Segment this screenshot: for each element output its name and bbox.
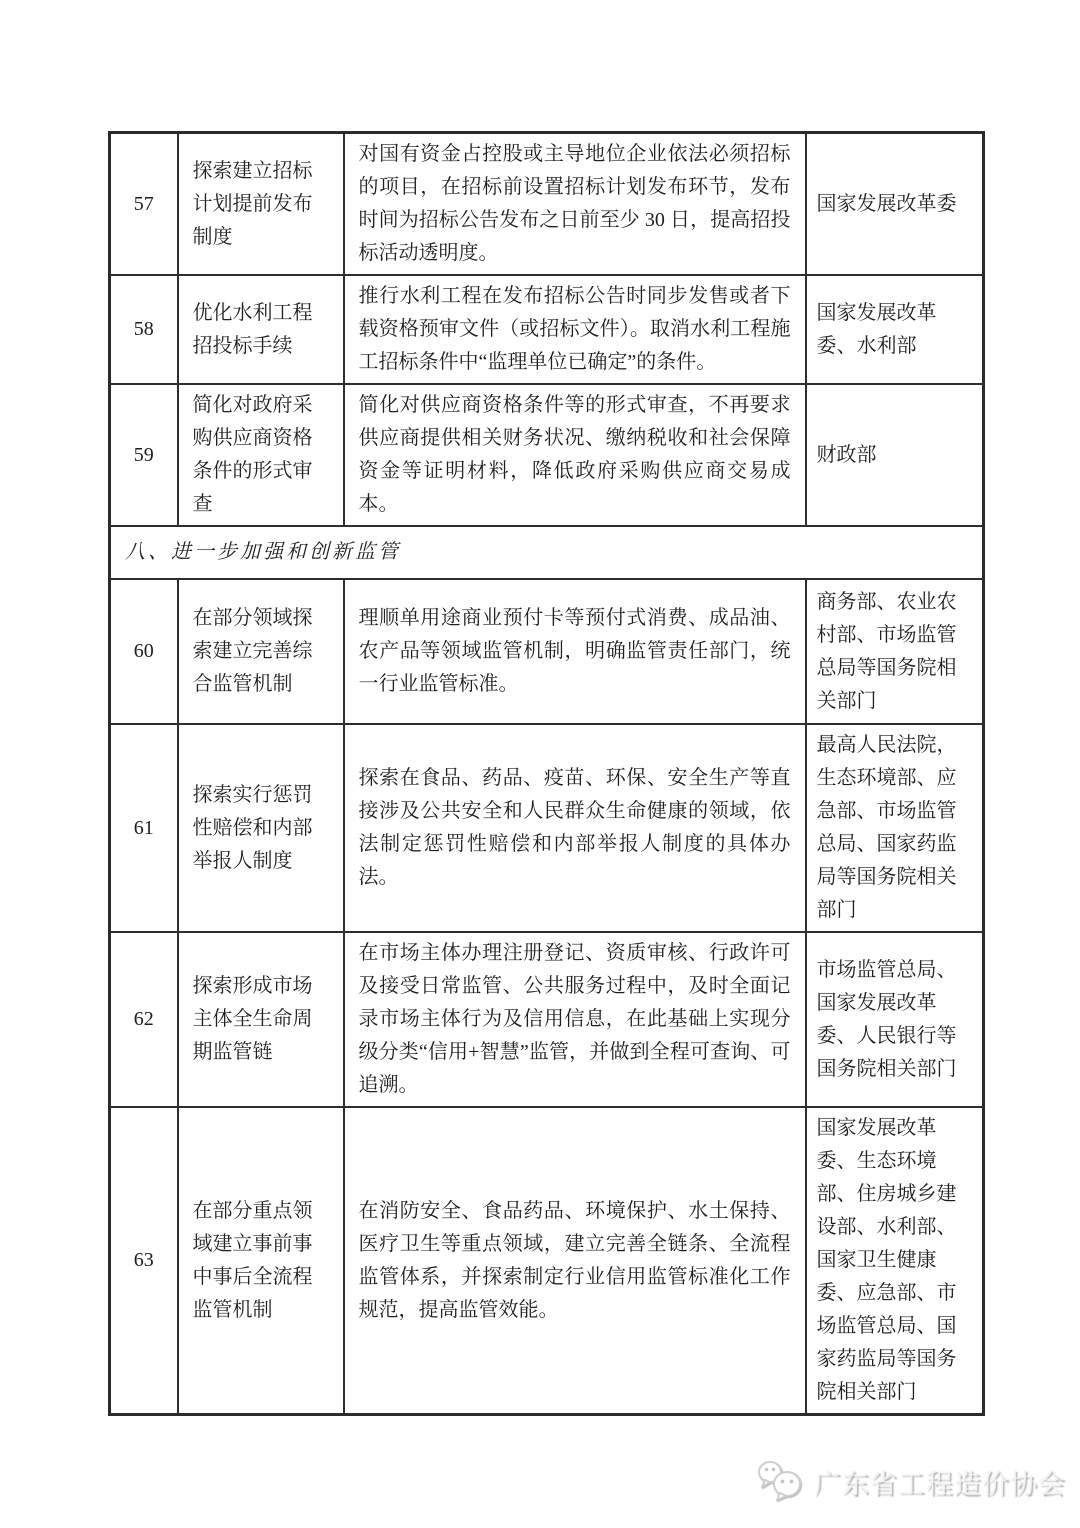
table-row [110,579,984,724]
table-row [110,1107,984,1415]
table-row [110,133,984,276]
cell-serial-number: 57 [110,133,178,276]
cell-task-name: 探索建立招标计划提前发布制度 [178,133,344,276]
cell-serial-number: 63 [110,1107,178,1415]
cell-task-name: 优化水利工程招投标手续 [178,275,344,384]
section-header: 八、进一步加强和创新监管 [110,526,984,579]
watermark-text: 广东省工程造价协会 [814,1468,1066,1499]
cell-responsible-department: 财政部 [806,384,984,526]
cell-serial-number: 59 [110,384,178,526]
cell-task-name: 在部分重点领域建立事前事中事后全流程监管机制 [178,1107,344,1415]
section-header-row [110,526,984,579]
cell-serial-number: 60 [110,579,178,724]
cell-serial-number: 61 [110,724,178,932]
watermark [756,1458,1066,1504]
cell-task-name: 在部分领域探索建立完善综合监管机制 [178,579,344,724]
cell-task-content: 探索在食品、药品、疫苗、环保、安全生产等直接涉及公共安全和人民群众生命健康的领域，依法制定惩罚性赔偿和内部举报人制度的具体办法。 [344,724,806,932]
cell-task-name: 探索形成市场主体全生命周期监管链 [178,932,344,1107]
tasks-table [108,131,985,1416]
table-row [110,275,984,384]
cell-task-content: 在消防安全、食品药品、环境保护、水土保持、医疗卫生等重点领域，建立完善全链条、全流程监管体系，并探索制定行业信用监管标准化工作规范，提高监管效能。 [344,1107,806,1415]
cell-task-content: 在市场主体办理注册登记、资质审核、行政许可及接受日常监管、公共服务过程中，及时全面记录市场主体行为及信用信息，在此基础上实现分级分类“信用+智慧”监管，并做到全程可查询、可追溯。 [344,932,806,1107]
table-row [110,932,984,1107]
cell-task-name: 简化对政府采购供应商资格条件的形式审查 [178,384,344,526]
cell-responsible-department: 国家发展改革委、生态环境部、住房城乡建设部、水利部、国家卫生健康委、应急部、市场监管总局、国家药监局等国务院相关部门 [806,1107,984,1415]
cell-serial-number: 58 [110,275,178,384]
cell-responsible-department: 国家发展改革委 [806,133,984,276]
table-row [110,384,984,526]
cell-task-content: 对国有资金占控股或主导地位企业依法必须招标的项目，在招标前设置招标计划发布环节，发布时间为招标公告发布之日前至少 30 日，提高招投标活动透明度。 [344,133,806,276]
cell-task-content: 简化对供应商资格条件等的形式审查，不再要求供应商提供相关财务状况、缴纳税收和社会保障资金等证明材料，降低政府采购供应商交易成本。 [344,384,806,526]
cell-task-name: 探索实行惩罚性赔偿和内部举报人制度 [178,724,344,932]
cell-responsible-department: 市场监管总局、国家发展改革委、人民银行等国务院相关部门 [806,932,984,1107]
table-row [110,724,984,932]
cell-responsible-department: 国家发展改革委、水利部 [806,275,984,384]
cell-responsible-department: 商务部、农业农村部、市场监管总局等国务院相关部门 [806,579,984,724]
wechat-icon [756,1459,804,1503]
cell-serial-number: 62 [110,932,178,1107]
cell-task-content: 推行水利工程在发布招标公告时同步发售或者下载资格预审文件（或招标文件）。取消水利工程施工招标条件中“监理单位已确定”的条件。 [344,275,806,384]
cell-task-content: 理顺单用途商业预付卡等预付式消费、成品油、农产品等领域监管机制，明确监管责任部门，统一行业监管标准。 [344,579,806,724]
cell-responsible-department: 最高人民法院，生态环境部、应急部、市场监管总局、国家药监局等国务院相关部门 [806,724,984,932]
